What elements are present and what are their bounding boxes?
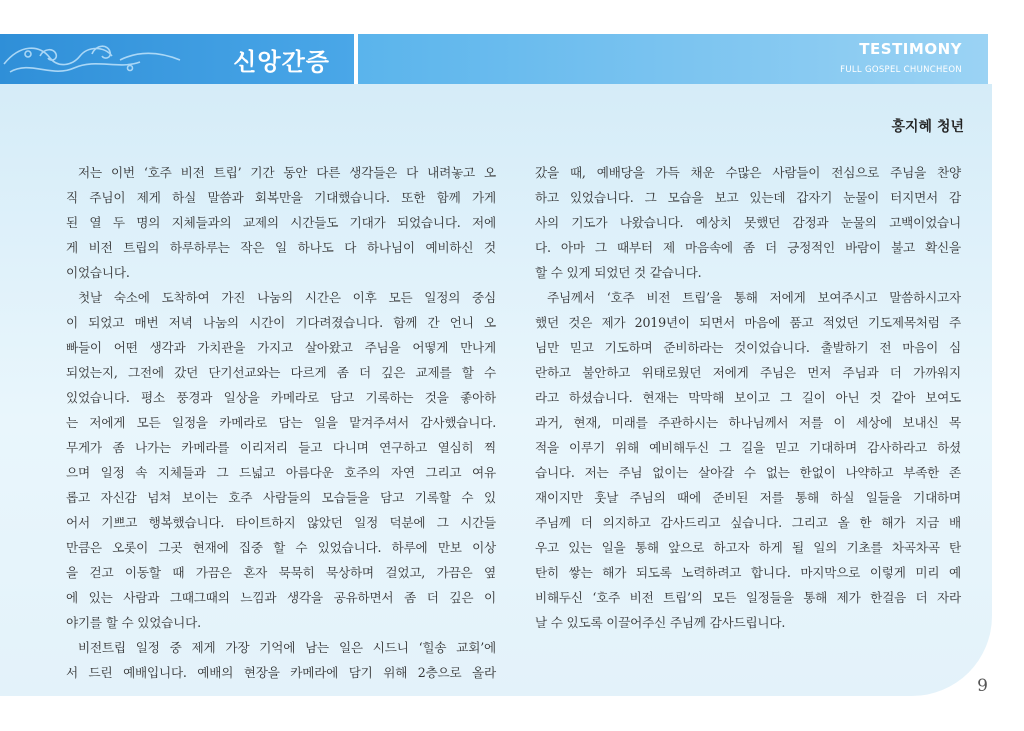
text-line: 빠들이 어떤 생각과 가치관을 가지고 살아왔고 주님을 어떻게 만나게 (66, 340, 496, 355)
text-line: 비전트립 일정 중 제게 가장 기억에 남는 일은 시드니 ‘힐송 교회’에 (78, 640, 496, 655)
text-line: 우고 있는 일을 통해 앞으로 하고자 하게 될 일의 기초를 차곡차곡 탄 (535, 540, 961, 555)
text-line: 할 수 있게 되었던 것 같습니다. (535, 265, 702, 280)
text-line: 갔을 때, 예배당을 가득 채운 수많은 사람들이 전심으로 주님을 찬양 (535, 165, 961, 180)
text-line: 탄히 쌓는 해가 되도록 노력하려고 합니다. 마지막으로 이렇게 미리 예 (535, 565, 961, 580)
text-line: 저는 이번 ‘호주 비전 트립’ 기간 동안 다른 생각들은 다 내려놓고 오 (78, 165, 496, 180)
section-title: 신앙간증 (233, 48, 330, 76)
text-line: 서 드린 예배입니다. 예배의 현장을 카메라에 담기 위해 2층으로 올라 (66, 665, 496, 680)
text-column-right (535, 160, 961, 635)
text-line: 야기를 할 수 있었습니다. (66, 615, 201, 630)
text-line: 날 수 있도록 이끌어주신 주님께 감사드립니다. (535, 615, 786, 630)
text-column-left (66, 160, 496, 685)
text-line: 첫날 숙소에 도착하여 가진 나눔의 시간은 이후 모든 일정의 중심 (78, 290, 496, 305)
text-line: 으며 일정 속 지체들과 그 드넓고 아름다운 호주의 자연 그리고 여유 (66, 465, 496, 480)
text-line: 주님께 더 의지하고 감사드리고 싶습니다. 그리고 올 한 해가 지금 배 (535, 515, 961, 530)
text-line: 다. 아마 그 때부터 제 마음속에 좀 더 긍정적인 바람이 불고 확신을 (535, 240, 961, 255)
text-line: 이 되었고 매번 저녁 나눔의 시간이 기다려졌습니다. 함께 간 언니 오 (66, 315, 496, 330)
text-line: 무게가 좀 나가는 카메라를 이리저리 들고 다니며 연구하고 열심히 찍 (66, 440, 496, 455)
text-line: 주님께서 ‘호주 비전 트립’을 통해 저에게 보여주시고 말씀하시고자 (547, 290, 961, 305)
text-line: 사의 기도가 나왔습니다. 예상치 못했던 감정과 눈물의 고백이었습니 (535, 215, 961, 230)
header-subtitle: FULL GOSPEL CHUNCHEON (840, 65, 962, 75)
text-line: 님만 믿고 기도하며 준비하라는 것이었습니다. 출발하기 전 마음이 심 (535, 340, 961, 355)
text-line: 직 주님이 제게 하실 말씀과 회복만을 기대했습니다. 또한 함께 가게 (66, 190, 496, 205)
section-header (0, 34, 354, 84)
english-title: TESTIMONY (859, 40, 962, 58)
text-line: 에 있는 사람과 그때그때의 느낌과 생각을 공유하면서 좀 더 깊은 이 (66, 590, 496, 605)
text-line: 게 비전 트립의 하루하루는 작은 일 하나도 다 하나님이 예비하신 것 (66, 240, 496, 255)
text-line: 되었는지, 그전에 갔던 단기선교와는 다르게 좀 더 깊은 교제를 할 수 (66, 365, 496, 380)
header-banner (358, 34, 988, 84)
text-line: 적을 이루기 위해 예비해두신 그 길을 믿고 기대하며 감사하라고 하셨 (535, 440, 961, 455)
author-name: 홍지혜 청년 (891, 119, 964, 135)
text-line: 롭고 자신감 넘쳐 보이는 호주 사람들의 모습들을 담고 기록할 수 있 (66, 490, 496, 505)
text-line: 을 걷고 이동할 때 가끔은 혼자 묵묵히 묵상하며 걸었고, 가끔은 옆 (66, 565, 496, 580)
text-line: 습니다. 저는 주님 없이는 살아갈 수 없는 한없이 나약하고 부족한 존 (535, 465, 961, 480)
text-line: 비해두신 ‘호주 비전 트립’의 모든 일정들을 통해 제가 한걸음 더 자라 (535, 590, 961, 605)
text-line: 어서 기쁘고 행복했습니다. 타이트하지 않았던 일정 덕분에 그 시간들 (66, 515, 496, 530)
text-line: 는 저에게 모든 일정을 카메라로 담는 일을 맡겨주셔서 감사했습니다. (66, 415, 496, 430)
text-line: 이었습니다. (66, 265, 130, 280)
text-line: 만큼은 오롯이 그곳 현재에 집중 할 수 있었습니다. 하루에 만보 이상 (66, 540, 496, 555)
text-line: 하고 있었습니다. 그 모습을 보고 있는데 갑자기 눈물이 터지면서 감 (535, 190, 961, 205)
page-number: 9 (977, 676, 988, 696)
ornament-swirl-icon (0, 34, 200, 84)
text-line: 된 열 두 명의 지체들과의 교제의 시간들도 기대가 되었습니다. 저에 (66, 215, 496, 230)
text-line: 재이지만 훗날 주님의 때에 준비된 저를 통해 하실 일들을 기대하며 (535, 490, 961, 505)
text-line: 있었습니다. 평소 풍경과 일상을 카메라로 담고 기록하는 것을 좋아하 (66, 390, 496, 405)
text-line: 과거, 현재, 미래를 주관하시는 하나님께서 저를 이 세상에 보내신 목 (535, 415, 961, 430)
text-line: 란하고 불안하고 위태로웠던 저에게 주님은 먼저 주님과 더 가까워지 (535, 365, 961, 380)
text-line: 했던 것은 제가 2019년이 되면서 마음에 품고 적었던 기도제목처럼 주 (535, 315, 961, 330)
text-line: 라고 하셨습니다. 현재는 막막해 보이고 그 길이 아닌 것 같아 보여도 (535, 390, 961, 405)
